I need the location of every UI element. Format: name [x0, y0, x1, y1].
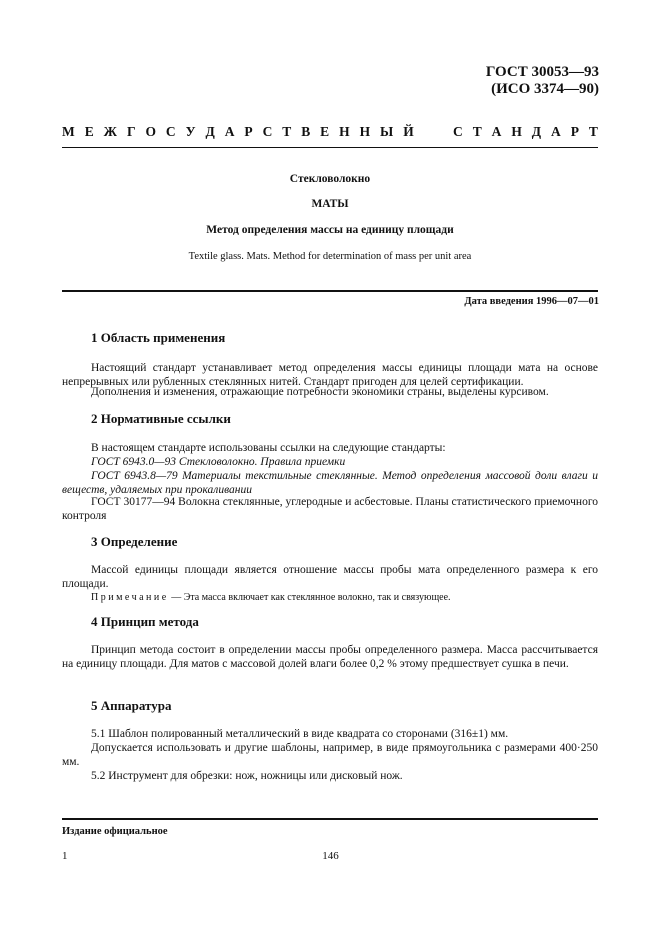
banner-letter: Р [244, 124, 253, 139]
banner-letter: М [62, 124, 75, 139]
footer-rule [62, 818, 598, 820]
title-line-2: МАТЫ [311, 198, 349, 210]
title-rule [62, 290, 598, 292]
intro-date: Дата введения 1996—07—01 [464, 296, 599, 307]
banner-letter: Н [511, 124, 522, 139]
banner-letter: В [301, 124, 311, 139]
section-1-paragraph-2: Дополнения и изменения, отражающие потребности экономики страны, выделены курсивом. [91, 386, 549, 398]
section-2-paragraph-1: В настоящем стандарте использованы ссылки на следующие стандарты: [91, 442, 446, 454]
banner-letter: Д [531, 124, 542, 139]
banner-letter: С [165, 124, 176, 139]
banner-letter: У [185, 124, 196, 139]
banner-letter: Ы [380, 124, 394, 139]
iso-number: (ИСО 3374—90) [491, 81, 599, 97]
clause-5-2: 5.2 Инструмент для обрезки: нож, ножницы или дисковый нож. [91, 770, 403, 782]
section-2-heading: 2 Нормативные ссылки [91, 411, 231, 426]
banner-letter: Т [282, 124, 292, 139]
title-line-1: Стекловолокно [289, 173, 371, 185]
clause-5-1: 5.1 Шаблон полированный металлический в виде квадрата со сторонами (316±1) мм. [91, 728, 509, 740]
banner-letter: Д [205, 124, 215, 139]
edition-mark: 1 [62, 850, 68, 862]
banner-letter: Т [472, 124, 482, 139]
banner-letter: Т [588, 124, 598, 139]
interstate-standard-banner [62, 124, 598, 140]
banner-letter: Й [403, 124, 414, 139]
gost-number: ГОСТ 30053—93 [485, 64, 599, 80]
english-title: Textile glass. Mats. Method for determination of mass per unit area [188, 251, 472, 262]
section-4-heading: 4 Принцип метода [91, 614, 199, 629]
reference-gost-6943-0: ГОСТ 6943.0—93 Стекловолокно. Правила приемки [91, 456, 346, 468]
banner-letter: Н [339, 124, 350, 139]
banner-right [453, 124, 598, 140]
section-5-heading: 5 Аппаратура [91, 698, 172, 713]
clause-5-1-note: Допускается использовать и другие шаблоны, например, в виде прямоугольника с размерами 400·250 мм. [62, 742, 598, 768]
banner-letter: Г [126, 124, 136, 139]
reference-gost-6943-8: ГОСТ 6943.8—79 Материалы текстильные стеклянные. Метод определения массовой доли влаги и веществ, удаляемых при прокаливании [62, 470, 598, 496]
banner-letter: Е [84, 124, 94, 139]
note-text: — Эта масса включает как стеклянное волокно, так и связующее. [171, 592, 451, 603]
banner-letter: Е [320, 124, 330, 139]
banner-letter: Н [359, 124, 371, 139]
note-label: Примечание [91, 592, 169, 603]
title-line-3: Метод определения массы на единицу площади [206, 224, 454, 236]
section-1-paragraph-1: Настоящий стандарт устанавливает метод определения массы единицы площади мата на основе непрерывных или рубленных стеклянных нитей. Стандарт пригоден для целей сертификации. [62, 362, 598, 388]
section-1-heading: 1 Область применения [91, 330, 226, 345]
header-rule [62, 147, 598, 148]
reference-gost-30177: ГОСТ 30177—94 Волокна стеклянные, углеродные и асбестовые. Планы статистического приемочного контроля [62, 496, 598, 522]
section-3-note [62, 591, 598, 605]
banner-letter: С [453, 124, 463, 139]
official-publication: Издание официальное [62, 826, 168, 837]
section-3-paragraph-1: Массой единицы площади является отношение массы пробы мата определенного размера к его площади. [62, 564, 598, 590]
banner-letter: С [262, 124, 273, 139]
standard-number [486, 64, 599, 98]
banner-letter: А [224, 124, 235, 139]
banner-letter: Ж [103, 124, 117, 139]
section-4-paragraph-1: Принцип метода состоит в определении массы пробы определенного размера. Масса рассчитывается на единицу площади. Для матов с массовой долей влаги более 0,2 % этому предшествует сушка в печи. [62, 644, 598, 670]
banner-letter: Р [570, 124, 579, 139]
banner-letter: А [491, 124, 502, 139]
banner-left [62, 124, 414, 140]
banner-letter: А [551, 124, 561, 139]
section-3-heading: 3 Определение [91, 534, 178, 549]
banner-letter: О [145, 124, 156, 139]
page-number: 146 [322, 850, 339, 862]
